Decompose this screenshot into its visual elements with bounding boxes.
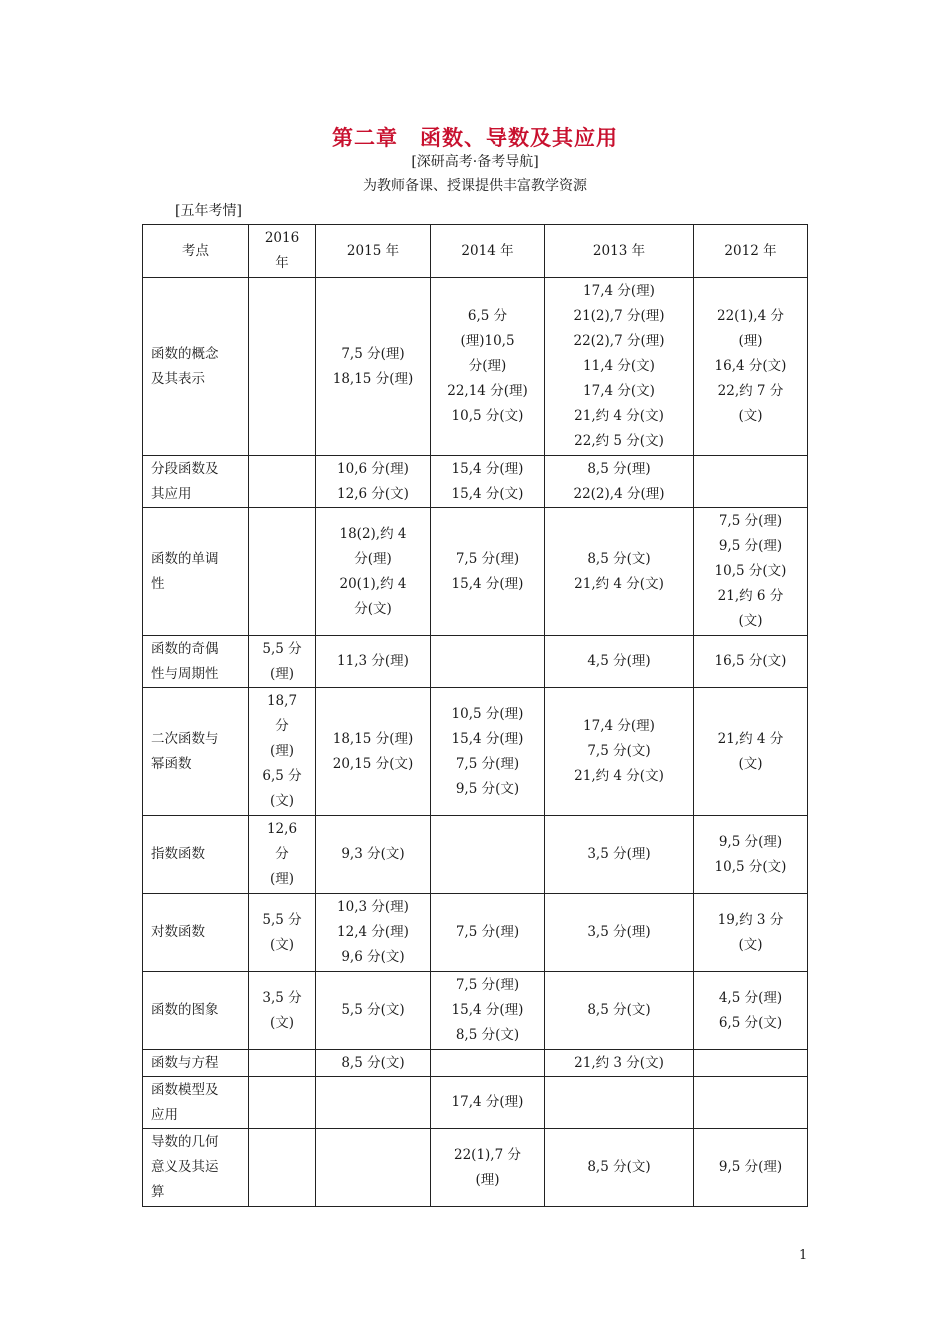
table-cell: 15,4 分(理) 15,4 分(文) — [431, 456, 545, 508]
chapter-number: 第二章 — [332, 126, 398, 150]
table-cell: 22(1),4 分 (理) 16,4 分(文) 22,约 7 分 (文) — [694, 278, 808, 456]
table-row — [143, 816, 808, 894]
table-row — [143, 1077, 808, 1129]
table-cell: 10,5 分(理) 15,4 分(理) 7,5 分(理) 9,5 分(文) — [431, 688, 545, 816]
topic-cell: 函数的奇偶 性与周期性 — [143, 636, 249, 688]
table-cell: 3,5 分(理) — [545, 894, 694, 972]
table-cell: 5,5 分 (文) — [249, 894, 316, 972]
table-cell: 21,约 3 分(文) — [545, 1050, 694, 1077]
table-header-cell: 2013 年 — [545, 225, 694, 278]
table-cell: 21,约 4 分 (文) — [694, 688, 808, 816]
chapter-title — [0, 122, 950, 152]
table-row — [143, 278, 808, 456]
subtitle: [深研高考·备考导航] — [411, 154, 539, 170]
table-cell — [694, 1077, 808, 1129]
table-cell: 8,5 分(文) — [316, 1050, 431, 1077]
table-header-cell: 2012 年 — [694, 225, 808, 278]
table-cell: 11,3 分(理) — [316, 636, 431, 688]
table-cell: 10,3 分(理) 12,4 分(理) 9,6 分(文) — [316, 894, 431, 972]
table-row — [143, 688, 808, 816]
table-cell: 18(2),约 4 分(理) 20(1),约 4 分(文) — [316, 508, 431, 636]
table-cell: 5,5 分(文) — [316, 972, 431, 1050]
topic-cell: 二次函数与 幂函数 — [143, 688, 249, 816]
table-cell: 7,5 分(理) — [431, 894, 545, 972]
topic-cell: 导数的几何 意义及其运 算 — [143, 1129, 249, 1207]
table-cell: 7,5 分(理) 9,5 分(理) 10,5 分(文) 21,约 6 分 (文) — [694, 508, 808, 636]
table-cell: 9,5 分(理) — [694, 1129, 808, 1207]
table-cell — [694, 456, 808, 508]
topic-cell: 函数的概念 及其表示 — [143, 278, 249, 456]
table-cell: 3,5 分 (文) — [249, 972, 316, 1050]
table-row — [143, 636, 808, 688]
table-cell: 17,4 分(理) 7,5 分(文) 21,约 4 分(文) — [545, 688, 694, 816]
table-cell — [249, 1050, 316, 1077]
table-header-cell: 2016 年 — [249, 225, 316, 278]
table-header-row — [143, 225, 808, 278]
table-cell: 22(1),7 分 (理) — [431, 1129, 545, 1207]
table-row — [143, 972, 808, 1050]
table-header-cell: 2014 年 — [431, 225, 545, 278]
table-cell — [545, 1077, 694, 1129]
table-cell: 8,5 分(文) 21,约 4 分(文) — [545, 508, 694, 636]
table-cell: 3,5 分(理) — [545, 816, 694, 894]
table-cell — [249, 278, 316, 456]
table-cell: 9,3 分(文) — [316, 816, 431, 894]
table-cell: 7,5 分(理) 15,4 分(理) 8,5 分(文) — [431, 972, 545, 1050]
table-cell — [431, 1050, 545, 1077]
table-cell: 8,5 分(理) 22(2),4 分(理) — [545, 456, 694, 508]
table-cell: 9,5 分(理) 10,5 分(文) — [694, 816, 808, 894]
table-row — [143, 456, 808, 508]
table-cell — [249, 1129, 316, 1207]
topic-cell: 对数函数 — [143, 894, 249, 972]
topic-cell: 函数与方程 — [143, 1050, 249, 1077]
section-heading: [五年考情] — [175, 203, 242, 219]
table-header-cell: 2015 年 — [316, 225, 431, 278]
chapter-name: 函数、导数及其应用 — [420, 126, 618, 150]
topic-cell: 函数的图象 — [143, 972, 249, 1050]
table-cell — [249, 456, 316, 508]
table-cell: 7,5 分(理) 15,4 分(理) — [431, 508, 545, 636]
topic-cell: 函数模型及 应用 — [143, 1077, 249, 1129]
topic-cell: 指数函数 — [143, 816, 249, 894]
table-row — [143, 1129, 808, 1207]
table-cell: 4,5 分(理) — [545, 636, 694, 688]
table-cell: 8,5 分(文) — [545, 972, 694, 1050]
table-cell — [431, 636, 545, 688]
table-cell: 8,5 分(文) — [545, 1129, 694, 1207]
table-cell: 18,15 分(理) 20,15 分(文) — [316, 688, 431, 816]
table-cell: 7,5 分(理) 18,15 分(理) — [316, 278, 431, 456]
table-cell — [249, 508, 316, 636]
table-cell: 17,4 分(理) — [431, 1077, 545, 1129]
table-cell — [316, 1129, 431, 1207]
table-cell: 18,7 分 (理) 6,5 分 (文) — [249, 688, 316, 816]
table-row — [143, 1050, 808, 1077]
table-cell — [431, 816, 545, 894]
exam-stats-table — [142, 224, 808, 1207]
table-row — [143, 508, 808, 636]
table-cell: 5,5 分 (理) — [249, 636, 316, 688]
table-cell: 16,5 分(文) — [694, 636, 808, 688]
table-cell — [316, 1077, 431, 1129]
table-cell — [249, 1077, 316, 1129]
table-cell: 4,5 分(理) 6,5 分(文) — [694, 972, 808, 1050]
subtitle-note: 为教师备课、授课提供丰富教学资源 — [363, 178, 587, 194]
table-cell: 10,6 分(理) 12,6 分(文) — [316, 456, 431, 508]
topic-cell: 函数的单调 性 — [143, 508, 249, 636]
table-cell: 17,4 分(理) 21(2),7 分(理) 22(2),7 分(理) 11,4 分(文) 17,4 分(文) 21,约 4 分(文) 22,约 5 分(文) — [545, 278, 694, 456]
table-cell: 12,6 分 (理) — [249, 816, 316, 894]
table-cell: 6,5 分 (理)10,5 分(理) 22,14 分(理) 10,5 分(文) — [431, 278, 545, 456]
table-row — [143, 894, 808, 972]
page-number: 1 — [799, 1248, 808, 1263]
table-cell: 19,约 3 分 (文) — [694, 894, 808, 972]
table-header-cell: 考点 — [143, 225, 249, 278]
table-cell — [694, 1050, 808, 1077]
topic-cell: 分段函数及 其应用 — [143, 456, 249, 508]
